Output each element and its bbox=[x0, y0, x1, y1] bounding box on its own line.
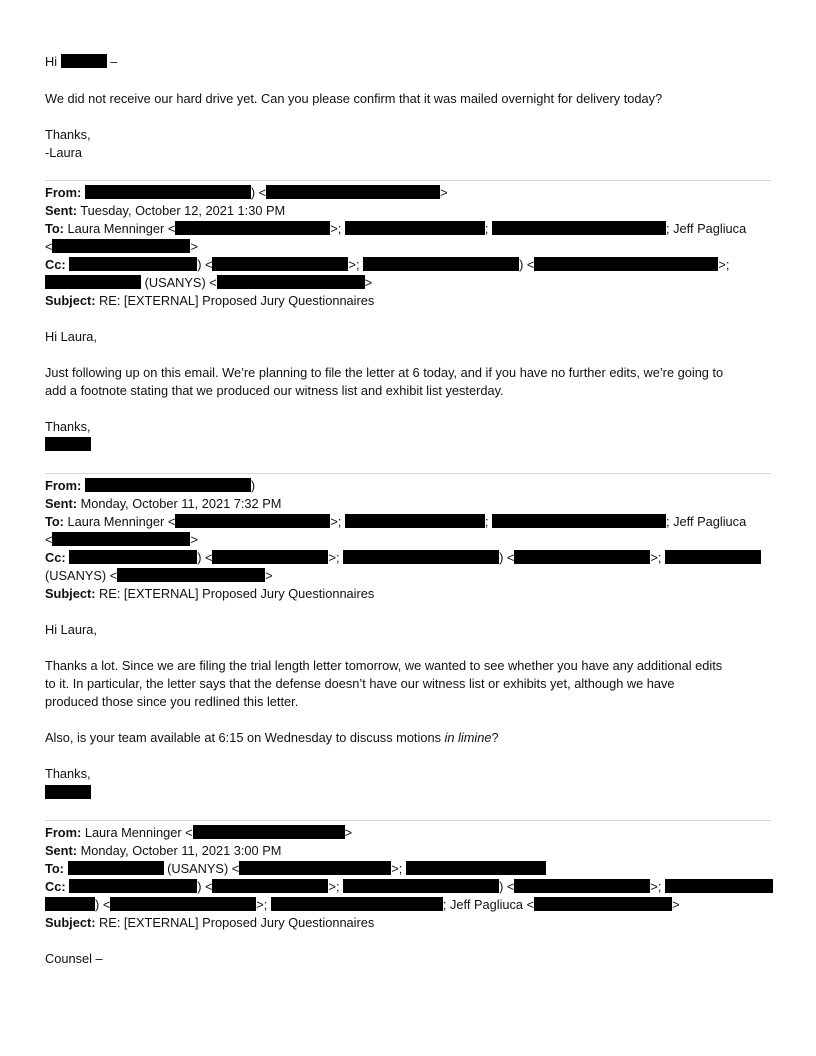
email4-greeting: Counsel – bbox=[45, 951, 103, 966]
redaction bbox=[68, 861, 164, 875]
redaction bbox=[343, 550, 499, 564]
redaction bbox=[175, 514, 330, 528]
email1-greeting: Hi – bbox=[45, 54, 118, 69]
email2-from: From: ) < > bbox=[45, 185, 448, 200]
email4-cc-cont: ) < >; ; Jeff Pagliuca < > bbox=[45, 896, 680, 914]
email3-sent: Sent: Monday, October 11, 2021 7:32 PM bbox=[45, 496, 282, 511]
redaction bbox=[45, 275, 141, 289]
email2-greeting: Hi Laura, bbox=[45, 329, 97, 344]
email3-also: Also, is your team available at 6:15 on Wednesday to discuss motions in limine? bbox=[45, 730, 499, 745]
email3-body-line: produced those since you redlined this letter. bbox=[45, 694, 299, 709]
divider bbox=[45, 180, 771, 181]
email3-cc: Cc: ) < >; ) < >; bbox=[45, 549, 761, 567]
redaction bbox=[514, 550, 650, 564]
email3-cc-cont: (USANYS) < > bbox=[45, 568, 273, 583]
email2-subject: Subject: RE: [EXTERNAL] Proposed Jury Questionnaires bbox=[45, 293, 375, 308]
email2-cc: Cc: ) < >; ) < >; bbox=[45, 257, 730, 272]
redaction bbox=[69, 550, 197, 564]
redaction bbox=[345, 514, 485, 528]
redaction bbox=[492, 221, 666, 235]
redaction bbox=[85, 478, 251, 492]
email2-sent: Sent: Tuesday, October 12, 2021 1:30 PM bbox=[45, 203, 286, 218]
redaction bbox=[117, 568, 265, 582]
email3-body-line: to it. In particular, the letter says that the defense doesn’t have our witness list or exhibits yet, although we have bbox=[45, 676, 675, 691]
email1-thanks: Thanks, bbox=[45, 127, 91, 142]
redaction bbox=[52, 239, 190, 253]
redaction bbox=[217, 275, 365, 289]
email2-to: To: Laura Menninger < >; ; ; Jeff Pagliuca bbox=[45, 221, 747, 236]
redaction bbox=[534, 257, 718, 271]
redaction bbox=[534, 897, 672, 911]
redaction bbox=[212, 879, 328, 893]
email4-subject: Subject: RE: [EXTERNAL] Proposed Jury Questionnaires bbox=[45, 915, 375, 930]
email1-signature: -Laura bbox=[45, 145, 82, 160]
redaction bbox=[343, 879, 499, 893]
redaction bbox=[85, 185, 251, 199]
divider bbox=[45, 473, 771, 474]
redaction bbox=[363, 257, 519, 271]
redaction bbox=[514, 879, 650, 893]
redaction bbox=[665, 550, 761, 564]
email3-subject: Subject: RE: [EXTERNAL] Proposed Jury Questionnaires bbox=[45, 586, 375, 601]
redaction bbox=[492, 514, 666, 528]
redaction bbox=[110, 897, 256, 911]
email3-body-line: Thanks a lot. Since we are filing the trial length letter tomorrow, we wanted to see whether you have any additional edits bbox=[45, 658, 723, 673]
email2-body-line: add a footnote stating that we produced our witness list and exhibit list yesterday. bbox=[45, 383, 504, 398]
email1-body: We did not receive our hard drive yet. Can you please confirm that it was mailed overnight for delivery today? bbox=[45, 91, 663, 106]
redaction bbox=[45, 785, 91, 799]
divider bbox=[45, 820, 771, 821]
redaction bbox=[406, 861, 546, 875]
email3-thanks: Thanks, bbox=[45, 766, 91, 781]
redaction bbox=[69, 257, 197, 271]
redaction bbox=[175, 221, 330, 235]
email2-to-cont: < > bbox=[45, 239, 198, 254]
email4-from: From: Laura Menninger < > bbox=[45, 825, 353, 840]
redaction bbox=[665, 879, 773, 893]
email3-signature bbox=[45, 784, 91, 802]
email2-cc-cont: (USANYS) < > bbox=[45, 274, 372, 292]
redaction bbox=[45, 897, 95, 911]
email3-to: To: Laura Menninger < >; ; ; Jeff Pagliuca bbox=[45, 514, 747, 529]
redaction bbox=[345, 221, 485, 235]
redaction bbox=[52, 532, 190, 546]
redaction bbox=[271, 897, 443, 911]
redaction bbox=[45, 437, 91, 451]
email3-to-cont: < > bbox=[45, 532, 198, 547]
email2-signature bbox=[45, 436, 91, 454]
redaction bbox=[266, 185, 440, 199]
email2-thanks: Thanks, bbox=[45, 419, 91, 434]
email4-sent: Sent: Monday, October 11, 2021 3:00 PM bbox=[45, 843, 282, 858]
email3-greeting: Hi Laura, bbox=[45, 622, 97, 637]
email4-to: To: (USANYS) < >; bbox=[45, 860, 546, 878]
redaction bbox=[61, 54, 107, 68]
email3-from: From: ) bbox=[45, 478, 256, 493]
redaction bbox=[212, 257, 348, 271]
email2-body-line: Just following up on this email. We’re planning to file the letter at 6 today, and if you have no further edits, we’re going to bbox=[45, 365, 724, 380]
email4-cc: Cc: ) < >; ) < >; bbox=[45, 878, 773, 896]
redaction bbox=[239, 861, 391, 875]
redaction bbox=[212, 550, 328, 564]
redaction bbox=[193, 825, 345, 839]
redaction bbox=[69, 879, 197, 893]
